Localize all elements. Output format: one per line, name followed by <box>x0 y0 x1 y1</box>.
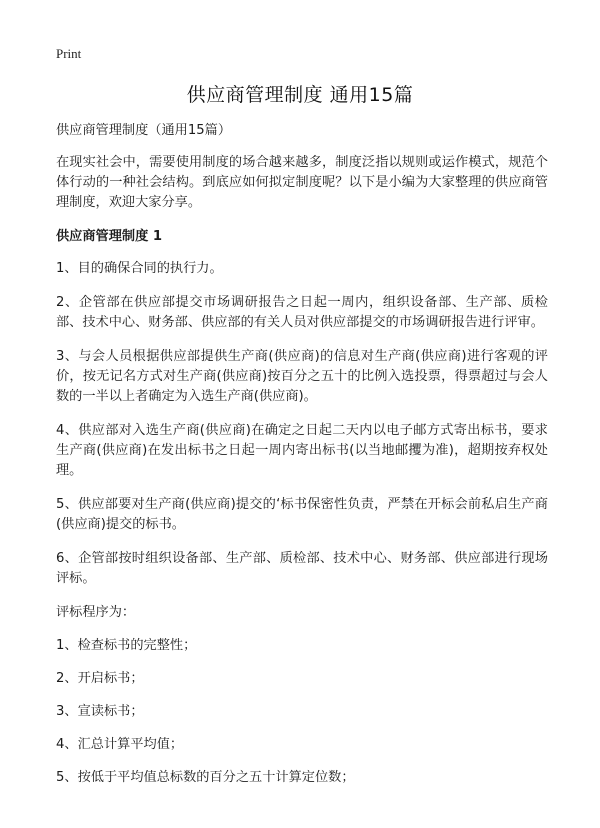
body-paragraph-2: 2、企管部在供应部提交市场调研报告之日起一周内，组织设备部、生产部、质检部、技术中心、财务部、供应部的有关人员对供应部提交的市场调研报告进行评审。 <box>56 295 548 330</box>
procedure-step-5: 5、按低于平均值总标数的百分之五十计算定位数； <box>56 770 355 785</box>
print-label[interactable]: Print <box>56 46 82 61</box>
body-paragraph-6: 6、企管部按时组织设备部、生产部、质检部、技术中心、财务部、供应部进行现场评标。 <box>56 551 548 586</box>
intro-paragraph: 在现实社会中，需要使用制度的场合越来越多，制度泛指以规则或运作模式，规范个体行动的一种社会结构。到底应如何拟定制度呢？以下是小编为大家整理的供应商管理制度，欢迎大家分享。 <box>56 155 548 210</box>
procedure-label: 评标程序为： <box>56 605 136 620</box>
procedure-step-1: 1、检查标书的完整性； <box>56 638 197 653</box>
document-body <box>56 121 548 801</box>
body-paragraph-5: 5、供应部要对生产商(供应商)提交的‘标书保密性负责，严禁在开标会前私启生产商(供应商)提交的标书。 <box>56 497 548 532</box>
body-paragraph-1: 1、目的确保合同的执行力。 <box>56 261 223 276</box>
document-title: 供应商管理制度 通用15篇 <box>186 84 414 106</box>
document-subtitle: 供应商管理制度（通用15篇） <box>56 123 232 138</box>
body-paragraph-4: 4、供应部对入选生产商(供应商)在确定之日起二天内以电子邮方式寄出标书，要求生产商(供应商)在发出标书之日起一周内寄出标书(以当地邮攫为准)，超期按弃权处理。 <box>56 423 548 478</box>
procedure-step-2: 2、开启标书； <box>56 671 144 686</box>
procedure-step-3: 3、宣读标书； <box>56 704 144 719</box>
body-paragraph-3: 3、与会人员根据供应部提供生产商(供应商)的信息对生产商(供应商)进行客观的评价，按无记名方式对生产商(供应商)按百分之五十的比例入选投票，得票超过与会人数的一半以上者确定为入选生产商(供应商)。 <box>56 349 548 404</box>
section-heading: 供应商管理制度 1 <box>56 229 163 244</box>
procedure-step-4: 4、汇总计算平均值； <box>56 737 184 752</box>
